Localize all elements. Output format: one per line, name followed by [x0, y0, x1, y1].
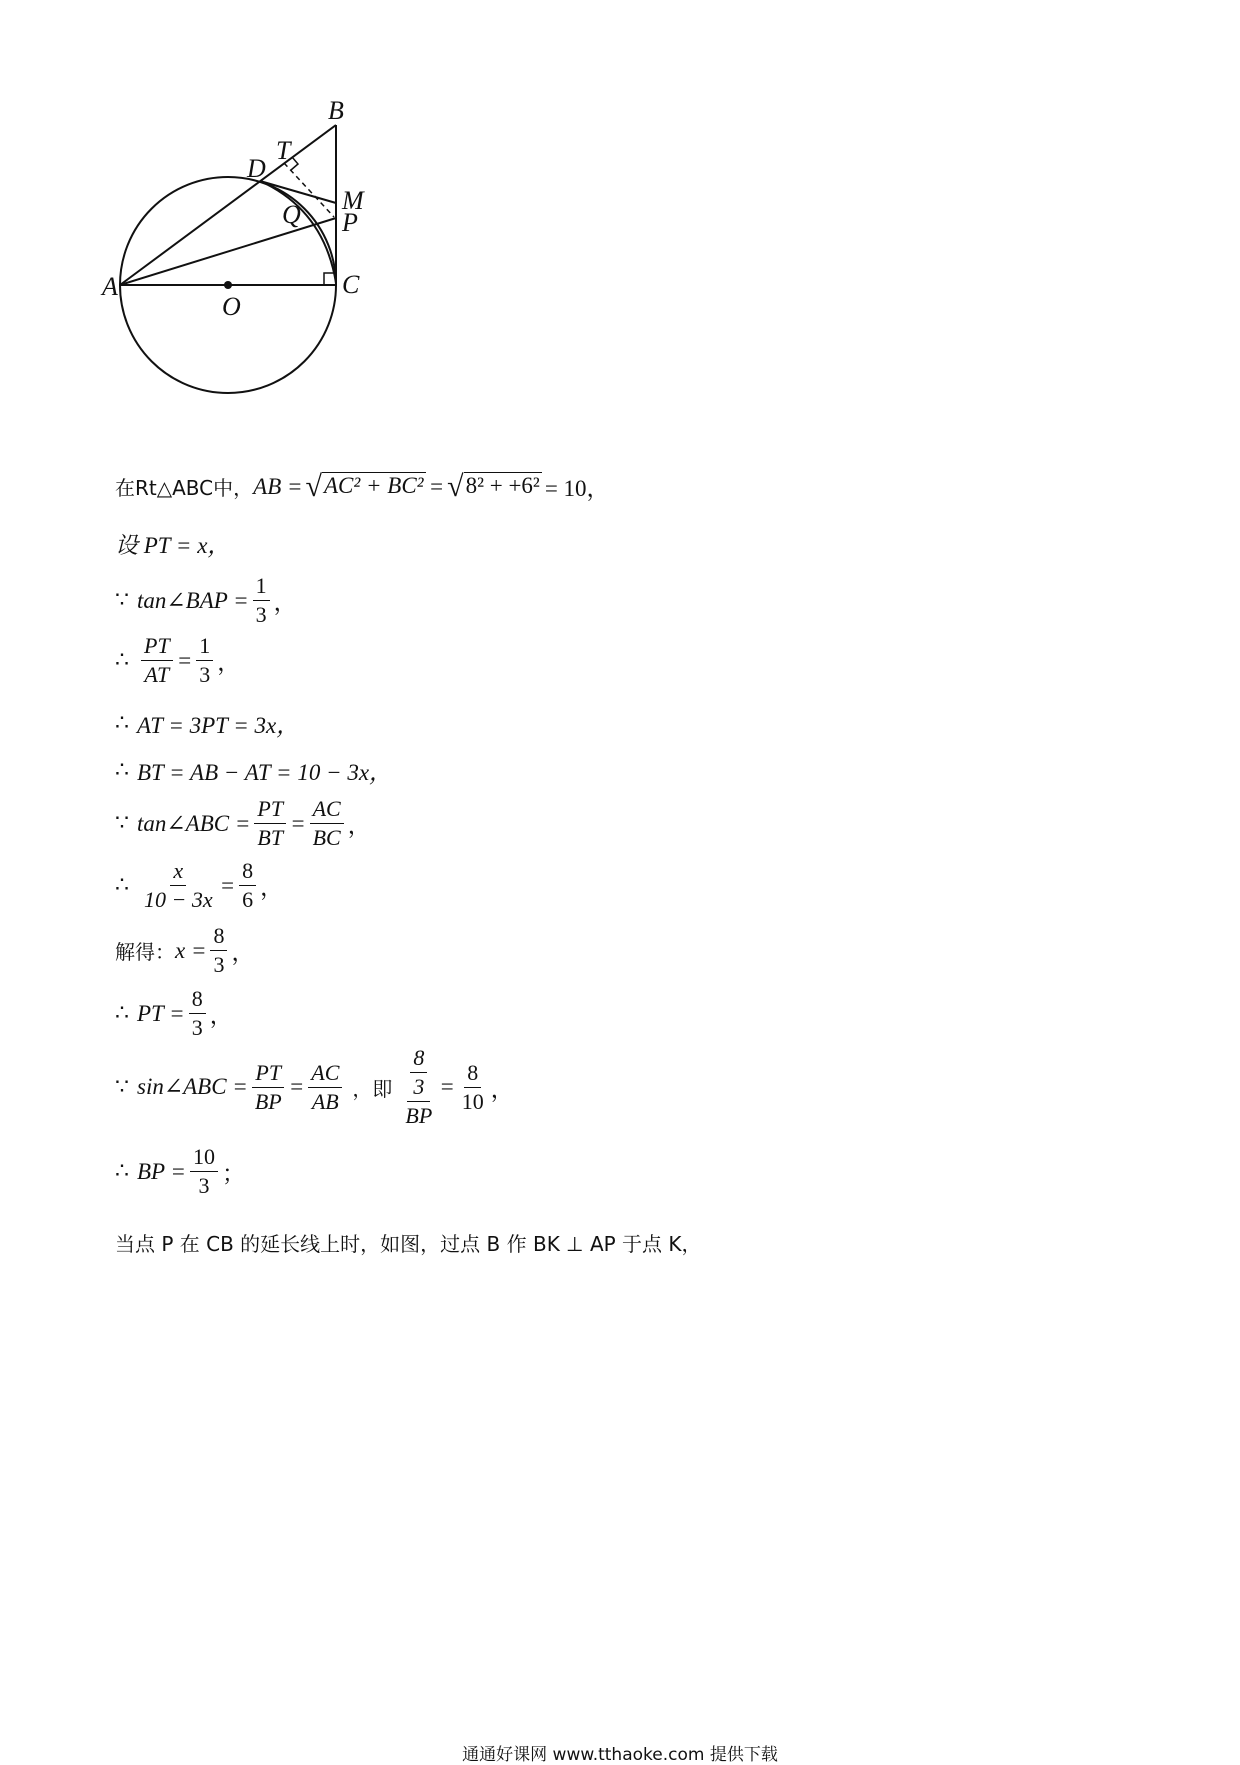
fraction: $\frac{PT}{BP}$ [252, 1059, 285, 1116]
fraction: $\frac{8}{10}$ [461, 1059, 484, 1114]
equation-part: = [428, 473, 445, 499]
sqrt-expression: √ AC² + BC² [305, 469, 424, 503]
equation-part: ， [209, 1003, 233, 1028]
fraction: $\frac{1}{3}$ [196, 632, 213, 689]
therefore-symbol: ∴ [115, 711, 129, 736]
equation-part: ， [273, 590, 297, 615]
right-angle-t [291, 157, 298, 170]
sqrt-expression: √ 8² + +6² [447, 469, 540, 503]
line-text: AT = 3PT = 3x， [137, 713, 300, 738]
equation-part: = [176, 647, 193, 673]
fraction: $\frac{PT}{BT}$ [254, 795, 286, 852]
label-q: Q [282, 200, 301, 229]
equation-part: = [288, 1074, 305, 1099]
equation-part: = 10， [544, 476, 610, 501]
compound-fraction: $\frac{\frac{8}{3}}{BP}$ [405, 1045, 433, 1128]
line-text: 设 PT = x， [115, 533, 231, 558]
fraction: $\frac{x}{10 - 3x}$ [144, 858, 213, 912]
fraction: $\frac{1}{3}$ [253, 572, 270, 629]
fraction: $\frac{10}{3}$ [190, 1143, 218, 1200]
solution-line-8 [115, 857, 283, 914]
because-symbol: ∵ [115, 811, 129, 836]
solution-line-7 [115, 795, 371, 852]
line-text: BT = AB − AT = 10 − 3x， [137, 760, 393, 785]
line-text: 解得： [115, 940, 175, 964]
footer-text: 通通好课网 www.tthaoke.com 提供下载 [462, 1745, 778, 1765]
label-c: C [342, 270, 360, 299]
solution-line-9 [115, 922, 254, 979]
equation-part: AB = [253, 473, 303, 499]
solution-line-12 [115, 1143, 245, 1200]
solution-line-5 [115, 707, 299, 740]
line-text: 在Rt△ABC中， [115, 476, 254, 500]
therefore-symbol: ∴ [115, 648, 129, 673]
solution-line-2 [115, 527, 230, 560]
equation-part: = [219, 872, 236, 898]
line-text: ，即 [352, 1076, 393, 1101]
equation-part: ， [217, 650, 241, 675]
solution-line-1 [115, 470, 610, 503]
geometry-figure [102, 96, 410, 405]
line-text: 当点 P 在 CB 的延长线上时，如图，过点 B 作 BK ⊥ AP 于点 K， [115, 1232, 702, 1256]
segment-ap [120, 218, 336, 285]
equation-part: x = [175, 937, 207, 963]
solution-line-10 [115, 985, 233, 1042]
label-a: A [102, 272, 118, 301]
equation-part: ； [221, 1161, 245, 1186]
label-p: P [342, 208, 358, 237]
equation-part: tan∠ABC = [137, 810, 251, 836]
equation-part: = [290, 810, 306, 836]
equation-part: BP = [137, 1158, 186, 1184]
fraction: $\frac{8}{3}$ [210, 922, 227, 979]
solution-line-13 [115, 1228, 702, 1257]
segment-ab [120, 125, 336, 285]
therefore-symbol: ∴ [115, 1001, 129, 1026]
label-o: O [222, 292, 241, 321]
arc-dqc [260, 181, 336, 283]
equation-part: ， [231, 940, 255, 965]
solution-line-11 [115, 1044, 514, 1130]
equation-part: tan∠BAP = [137, 587, 249, 613]
center-dot-o [224, 281, 232, 289]
equation-part: sin∠ABC = [137, 1074, 248, 1099]
label-t: T [276, 136, 291, 165]
fraction: $\frac{8}{3}$ [189, 985, 206, 1042]
fraction: $\frac{PT}{AT}$ [141, 632, 173, 689]
label-d: D [247, 154, 266, 183]
therefore-symbol: ∴ [115, 1159, 129, 1184]
solution-line-3 [115, 572, 297, 629]
therefore-symbol: ∴ [115, 873, 129, 898]
solution-line-6 [115, 754, 392, 787]
fraction: $\frac{AC}{BC}$ [310, 795, 344, 852]
equation-part: ， [260, 875, 284, 900]
equation-part: ， [347, 813, 371, 838]
solution-line-4 [115, 632, 240, 689]
because-symbol: ∵ [115, 588, 129, 613]
fraction: $\frac{AC}{AB}$ [308, 1059, 342, 1116]
therefore-symbol: ∴ [115, 758, 129, 783]
label-m: M [342, 186, 364, 215]
label-b: B [328, 96, 344, 125]
fraction: $\frac{8}{6}$ [239, 857, 256, 914]
because-symbol: ∵ [115, 1074, 129, 1100]
equation-part: = [439, 1074, 455, 1099]
equation-part: ， [490, 1076, 514, 1102]
equation-part: PT = [137, 1000, 185, 1026]
